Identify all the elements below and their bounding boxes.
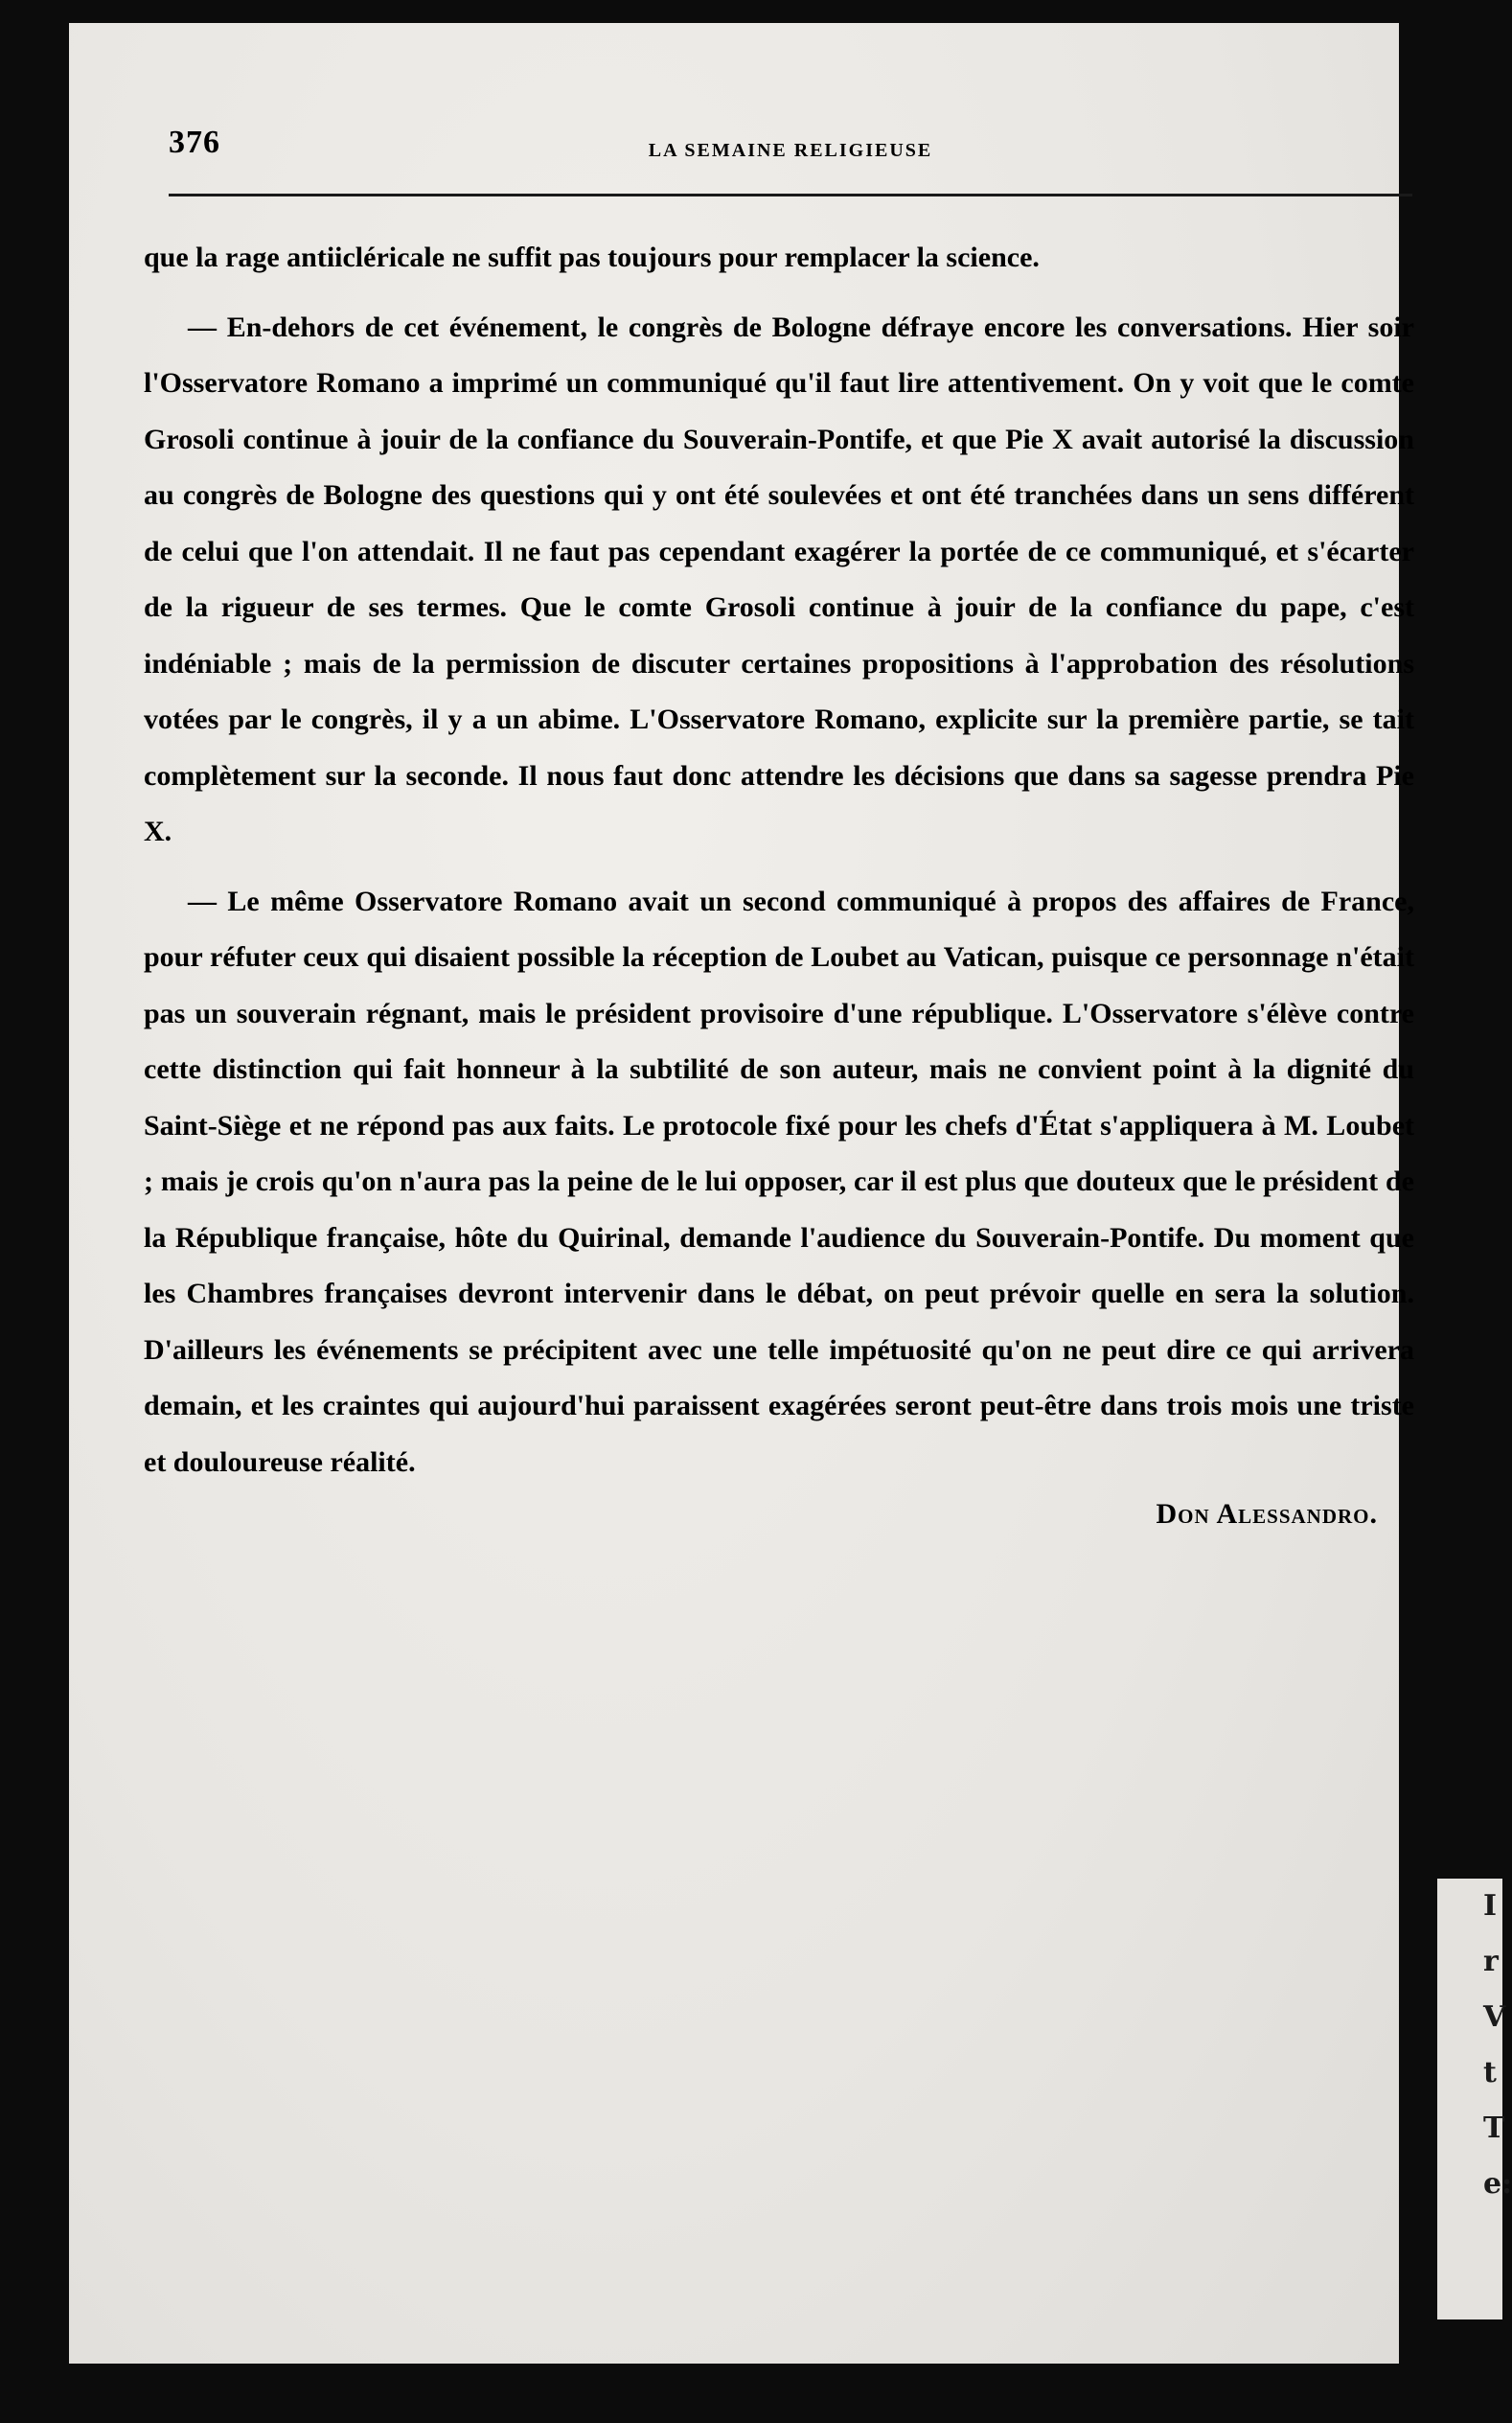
paragraph-1: que la rage antiicléricale ne suffit pas toujours pour remplacer la science. <box>144 242 1040 273</box>
neighbor-fragment: r <box>1483 1945 1499 1978</box>
neighbor-fragment: e: <box>1483 2167 1512 2201</box>
article-body <box>144 230 1414 1531</box>
header-rule <box>169 194 1412 196</box>
neighbor-page-edge <box>1437 1879 1512 2319</box>
neighbor-fragment: t <box>1483 2056 1497 2089</box>
paragraph-2: — En-dehors de cet événement, le congrès de Bologne défraye encore les conversations. Hier soir l'Osservatore Romano a imprimé un communiqué qu'il faut lire attentivement. On y voit que le comte Grosoli continue à jouir de la confiance du Souverain-Pontife, et que Pie X avait autorisé la discussion au congrès de Bologne des questions qui y ont été soulevées et ont été tranchées dans un sens différent de celui que l'on attendait. Il ne faut pas cependant exagérer la portée de ce communiqué, et s'écarter de la rigueur de ses termes. Que le comte Grosoli continue à jouir de la confiance du pape, c'est indéniable ; mais de la permission de discuter certaines propositions à l'approbation des résolutions votées par le congrès, il y a un abime. L'Osservatore Romano, explicite sur la première partie, se tait complètement sur la seconde. Il nous faut donc attendre les décisions que dans sa sagesse prendra Pie X. <box>144 311 1414 847</box>
neighbor-fragment: I <box>1483 1889 1498 1923</box>
author-signature: Don Alessandro. <box>1156 1498 1378 1530</box>
paragraph-3: — Le même Osservatore Romano avait un second communiqué à propos des affaires de France, pour réfuter ceux qui disaient possible la réception de Loubet au Vatican, puisque ce personnage n'était pas un souverain régnant, mais le président provisoire d'une république. L'Osservatore s'élève contre cette distinction qui fait honneur à la subtilité de son auteur, mais ne convient point à la dignité du Saint-Siège et ne répond pas aux faits. Le protocole fixé pour les chefs d'État s'appliquera à M. Loubet ; mais je crois qu'on n'aura pas la peine de le lui opposer, car il est plus que douteux que le président de la République française, hôte du Quirinal, demande l'audience du Souverain-Pontife. Du moment que les Chambres françaises devront intervenir dans le débat, on peut prévoir quelle en sera la solution. D'ailleurs les événements se précipitent avec une telle impétuosité qu'on ne peut dire ce qui arrivera demain, et les craintes qui aujourd'hui paraissent exagérées seront peut-être dans trois mois une triste et douloureuse réalité. <box>144 885 1414 1478</box>
neighbor-fragment: V <box>1483 2000 1506 2034</box>
running-title: LA SEMAINE RELIGIEUSE <box>648 140 933 161</box>
page-number: 376 <box>169 125 220 160</box>
page-header <box>169 125 1412 186</box>
neighbor-fragment: T <box>1483 2111 1505 2145</box>
